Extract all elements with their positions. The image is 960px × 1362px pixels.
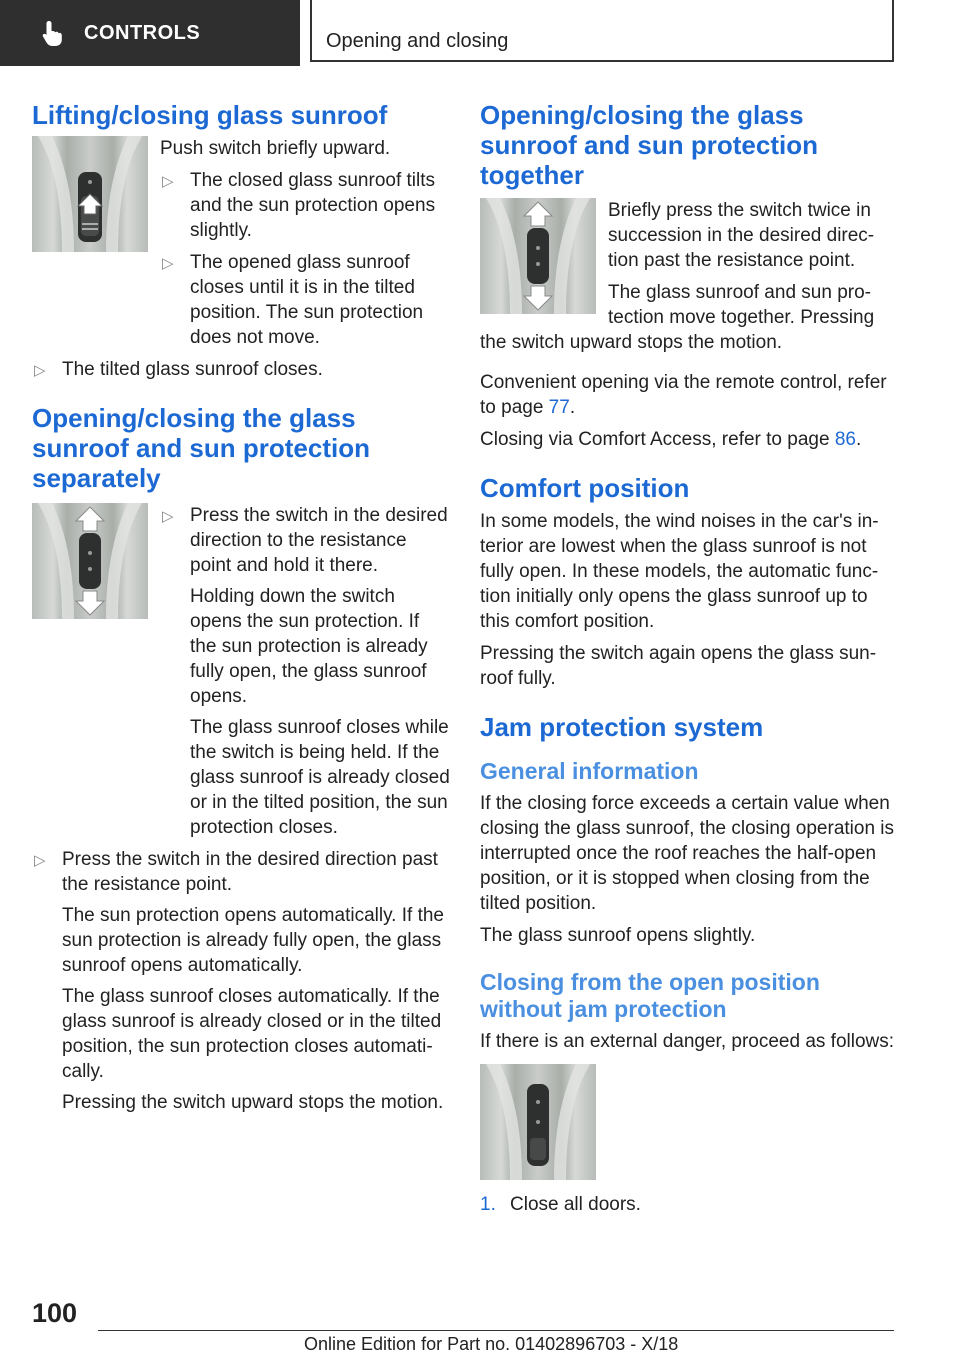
heading-jam-protection: Jam protection system <box>480 712 764 742</box>
step-item: 1. Close all doors. <box>480 1194 641 1215</box>
separate-list <box>160 503 450 840</box>
page-link-77[interactable]: 77 <box>548 397 570 418</box>
page-link-86[interactable]: 86 <box>834 429 856 450</box>
footer-divider <box>98 1330 894 1331</box>
triangle-bullet-icon: ▷ <box>162 508 174 525</box>
steps-list <box>480 1192 900 1217</box>
together-figure-row <box>480 198 900 330</box>
remote-ref: Convenient opening via the remote control, refer to page 77. <box>480 372 887 418</box>
right-column: Opening/closing the glass sunroof and sun protection together Briefly press the switch twice in succession in the desired direc-tion past the resistance point. The glass sunroof and sun pro-tection move together. Pressing the switch upward stops the motion. Convenient opening via the remote control, refer to page 77. Closing via Comfort Access, refer to page 86. Comfort position In some models, the wind noises in the car's in-terior are lowest when the glass sunroof is not fully open. In these models, the automatic func-tion initially only opens the glass sunroof up to this comfort position. Pressing the switch again opens the glass sun-roof fully. Jam protection system General information If the closing force exceeds a certain value when closing the glass sunroof, the closing operation is interrupted once the roof reaches the half-open position, or it is stopped when closing from the tilted position. The glass sunroof opens slightly. Closing from the open position without jam protection If there is an external danger, proceed as follows: 1. Close all doors. <box>480 100 900 1224</box>
section-title: CONTROLS <box>84 21 201 44</box>
left-column <box>32 100 450 1122</box>
triangle-bullet-icon: ▷ <box>34 362 46 379</box>
switch-icon <box>480 1064 596 1180</box>
page-number: 100 <box>32 1298 78 1328</box>
switch-down-illustration <box>480 1064 596 1180</box>
lift-text <box>160 136 450 357</box>
triangle-bullet-icon: ▷ <box>34 852 46 869</box>
heading-lifting-closing: Lifting/closing glass sunroof <box>32 100 388 130</box>
list-item: ▷ The closed glass sunroof tilts and the sun protection opens slightly. <box>162 170 436 241</box>
heading-together: Opening/closing the glass sunroof and sun protection together <box>480 100 818 190</box>
lift-list-continued <box>32 357 450 382</box>
heading-general-information: General information <box>480 758 699 784</box>
hand-pointer-icon <box>40 19 66 47</box>
heading-closing-open-position: Closing from the open position without jam protection <box>480 969 820 1022</box>
switch-updown-icon <box>32 503 148 619</box>
lift-figure-row <box>32 136 450 357</box>
triangle-bullet-icon: ▷ <box>162 173 174 190</box>
heading-comfort-position: Comfort position <box>480 473 690 503</box>
chapter-header <box>310 0 894 62</box>
chapter-title: Opening and closing <box>326 30 509 52</box>
switch-updown-icon <box>480 198 596 314</box>
separate-list-continued <box>32 847 450 1115</box>
triangle-bullet-icon: ▷ <box>162 255 174 272</box>
list-item: ▷ The opened glass sunroof closes until it is in the tilted position. The sun protection does not move. <box>162 252 424 348</box>
list-item: ▷ The tilted glass sunroof closes. <box>32 357 450 382</box>
together-text: Briefly press the switch twice in succession in the desired direc-tion past the resistance point. The glass sunroof and sun pro-tection move together. Pressing <box>608 200 875 328</box>
section-tab <box>0 0 300 66</box>
lift-intro: Push switch briefly upward. <box>160 138 391 159</box>
list-item: ▷ Press the switch in the desired direction to the resistance point and hold it there. Holding down the switch opens the sun protection. If the sun protection is already fully open, the glass sunroof opens. The glass sunroof closes while the switch is being held. If the glass sunroof is already closed or in the tilted position, the sun protection closes. <box>162 505 450 838</box>
switch-updown-illustration <box>32 503 148 619</box>
separate-figure-row <box>32 503 450 847</box>
switch-up-icon <box>32 136 148 252</box>
heading-separately: Opening/closing the glass sunroof and sun protection separately <box>32 403 370 493</box>
lift-list <box>160 168 450 350</box>
comfort-ref: Closing via Comfort Access, refer to page 86. <box>480 429 862 450</box>
list-item: ▷ Press the switch in the desired direction past the resistance point. The sun protection opens automatically. If the sun protection is already fully open, the glass sunroof opens automatically. The glass sunroof closes automatically. If the glass sunroof is already closed or in the tilted position, the sun protection closes automati-cally. Pressing the switch upward stops the motion. <box>34 849 444 1113</box>
edition-note: Online Edition for Part no. 01402896703 - X/18 <box>304 1334 679 1354</box>
separate-text <box>160 503 450 847</box>
switch-updown-illustration-2 <box>480 198 596 314</box>
switch-up-illustration <box>32 136 148 252</box>
